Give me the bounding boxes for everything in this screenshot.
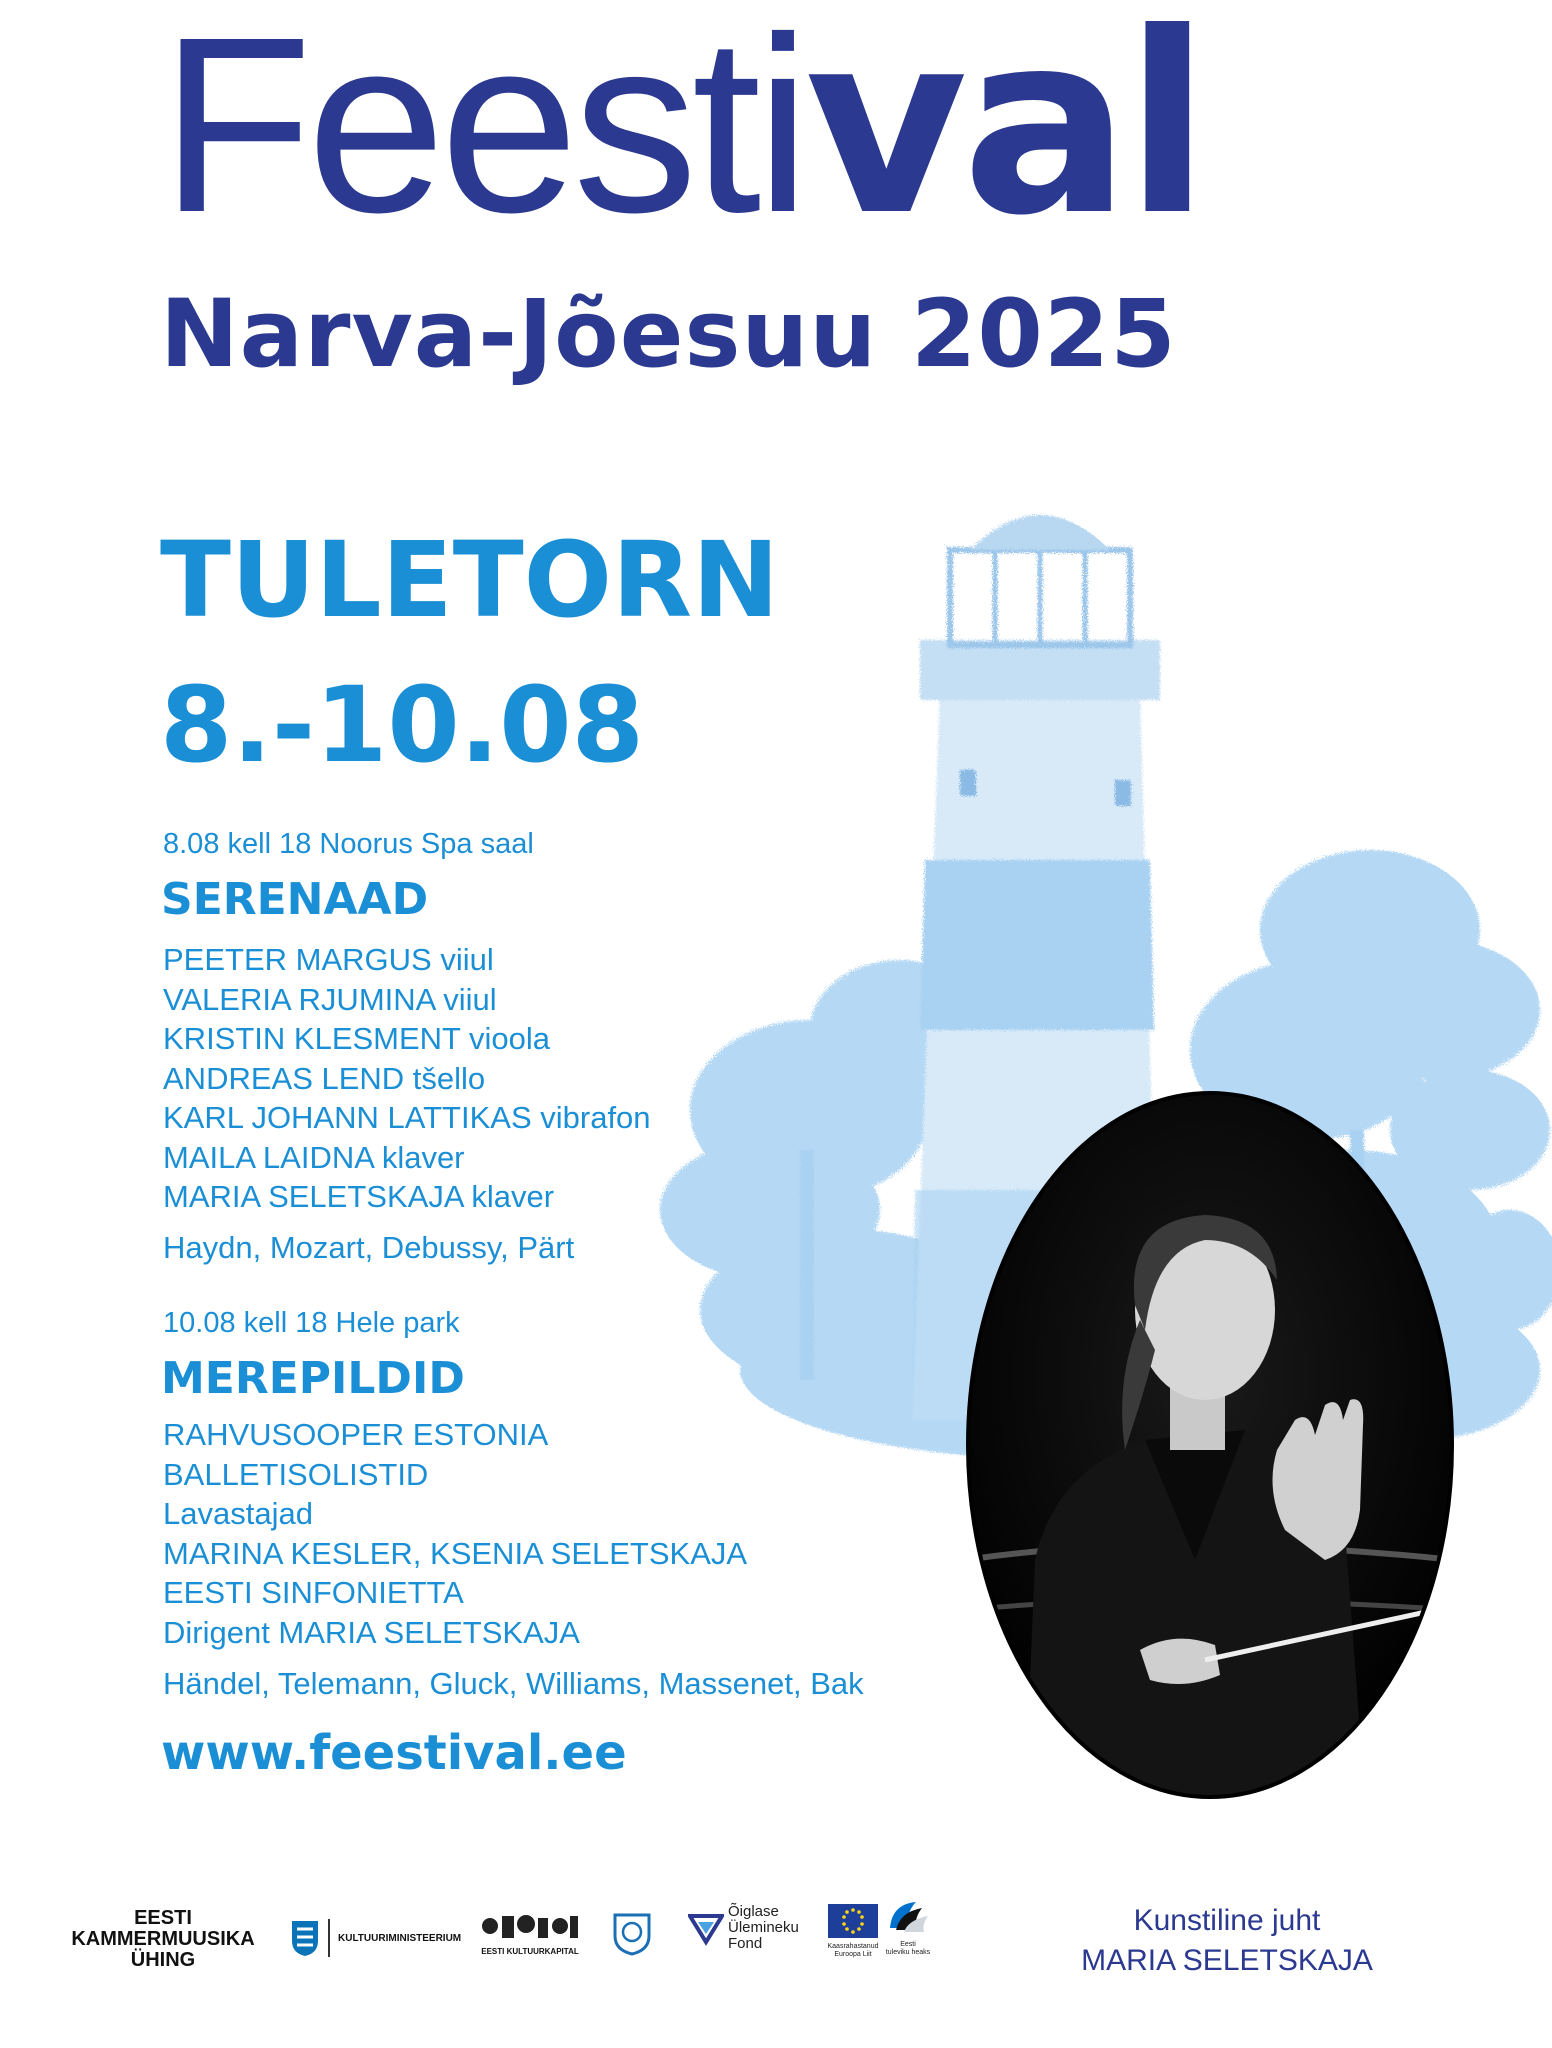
event-2-composers: Händel, Telemann, Gluck, Williams, Massenet, Bak — [163, 1666, 864, 1701]
performer: KARL JOHANN LATTIKAS vibrafon — [163, 1100, 651, 1135]
kultuurkapital-logo — [480, 1910, 580, 1942]
performer: PEETER MARGUS viiul — [163, 942, 494, 977]
performer: ANDREAS LEND tšello — [163, 1060, 486, 1096]
website-link[interactable]: www.feestival.ee — [161, 1725, 627, 1781]
sponsor-line: Eesti — [900, 1941, 916, 1948]
performer: BALLETISOLISTID — [163, 1456, 429, 1492]
estonian-flag-wave-icon — [886, 1898, 930, 1936]
sponsor-kultuuriministeerium — [290, 1918, 461, 1958]
performer: KRISTIN KLESMENT vioola — [163, 1021, 551, 1056]
performer: MARIA SELETSKAJA klaver — [163, 1179, 555, 1214]
sponsor-line: Fond — [728, 1935, 763, 1952]
title-part-bold: val — [804, 0, 1205, 270]
sponsor-line: KULTUURIMINISTEERIUM — [338, 1932, 462, 1944]
sponsor-line: tuleviku heaks — [885, 1949, 931, 1956]
sponsor-eesti-tulevik — [878, 1898, 938, 1957]
sponsor-shield — [612, 1912, 652, 1961]
performer: RAHVUSOOPER ESTONIA — [163, 1417, 549, 1452]
event-2-when: 10.08 kell 18 Hele park — [163, 1307, 460, 1339]
performer: MARINA KESLER, KSENIA SELETSKAJA — [163, 1535, 748, 1571]
artistic-director-label: Kunstiline juht — [1133, 1904, 1321, 1937]
sponsor-line: Kaasrahastanud — [827, 1943, 879, 1950]
artistic-director-name: MARIA SELETSKAJA — [1081, 1944, 1373, 1977]
sponsor-kammermuusika — [68, 1908, 258, 1971]
sponsor-eu — [820, 1904, 886, 1959]
estonian-coat-of-arms-icon — [290, 1919, 320, 1957]
sponsor-kultuurkapital — [480, 1910, 580, 1956]
event-1-composers: Haydn, Mozart, Debussy, Pärt — [163, 1230, 575, 1265]
shield-emblem-icon — [612, 1912, 652, 1956]
performer: MAILA LAIDNA klaver — [163, 1139, 465, 1175]
fond-triangle-logo — [688, 1910, 724, 1946]
sponsor-line: EESTI KULTUURKAPITAL — [481, 1947, 579, 1956]
performer: Dirigent MARIA SELETSKAJA — [163, 1614, 580, 1650]
sponsor-line: ÜHING — [130, 1949, 196, 1971]
sponsor-line: Õiglase — [728, 1903, 779, 1920]
event-1-title: SERENAAD — [161, 874, 429, 925]
performer: Lavastajad — [163, 1496, 313, 1531]
sponsor-line: Ülemineku — [728, 1919, 799, 1936]
event-1-performers — [163, 940, 651, 1217]
conductor-portrait — [965, 1090, 1455, 1800]
sponsor-line: EESTI — [134, 1907, 192, 1929]
eu-flag-icon — [828, 1904, 878, 1938]
sponsor-line: Euroopa Liit — [834, 1951, 872, 1958]
performer: EESTI SINFONIETTA — [163, 1575, 464, 1610]
venue-name: TULETORN — [160, 519, 780, 641]
sponsor-line: KAMMERMUUSIKA — [71, 1928, 255, 1950]
event-2-title: MEREPILDID — [161, 1353, 465, 1404]
festival-title — [160, 0, 1205, 270]
festival-subtitle: Narva-Jõesuu 2025 — [160, 280, 1177, 389]
event-1-when: 8.08 kell 18 Noorus Spa saal — [163, 828, 534, 860]
event-2-performers — [163, 1415, 747, 1652]
title-part-thin: Feesti — [160, 0, 805, 264]
performer: VALERIA RJUMINA viiul — [163, 981, 497, 1017]
sponsor-fond — [688, 1904, 799, 1952]
venue-dates: 8.-10.08 — [160, 664, 644, 786]
